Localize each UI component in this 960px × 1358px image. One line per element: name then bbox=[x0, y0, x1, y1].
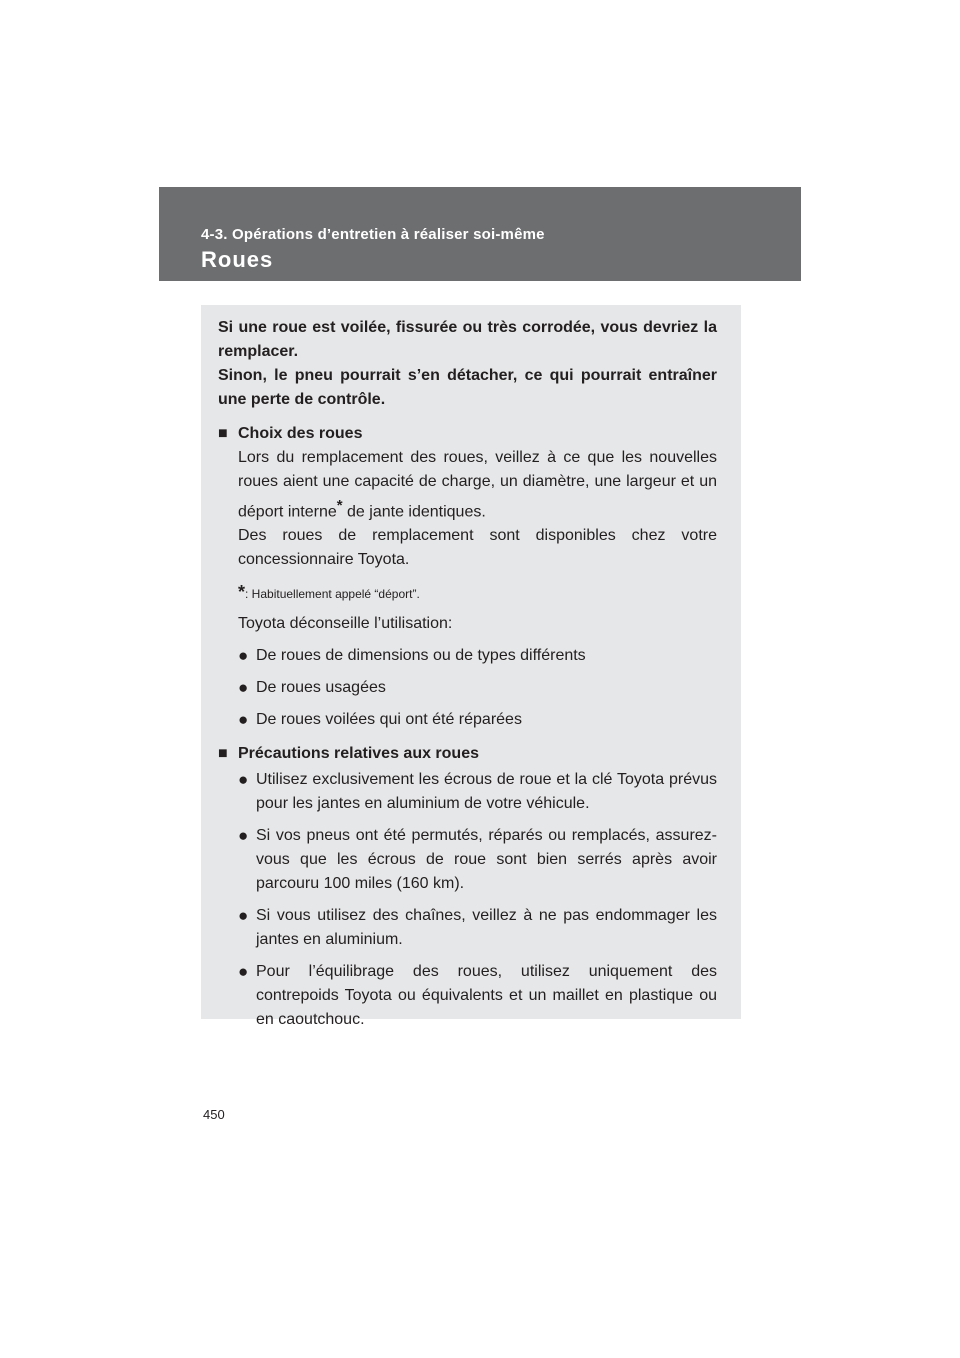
list-item: ● Si vous utilisez des chaînes, veillez à ne pas endommager les jantes en aluminium. bbox=[238, 904, 717, 952]
footnote: *: Habituellement appelé “déport”. bbox=[238, 582, 420, 603]
section-heading-label: Choix des roues bbox=[238, 425, 363, 442]
square-bullet-icon: ■ bbox=[218, 745, 228, 763]
section-heading-choix bbox=[218, 422, 717, 446]
bullet-dot-icon: ● bbox=[238, 646, 249, 666]
bullet-dot-icon: ● bbox=[238, 962, 249, 982]
list-item: ● De roues usagées bbox=[238, 676, 717, 700]
section-heading-label: Précautions relatives aux roues bbox=[238, 745, 479, 763]
bullet-dot-icon: ● bbox=[238, 906, 249, 926]
paragraph-concessionnaire: Des roues de remplacement sont disponibles chez votre concessionnaire Toyota. bbox=[238, 527, 717, 569]
paragraph-choix: Lors du remplacement des roues, veillez à ce que les nouvelles roues aient une capacité de charge, un diamètre, une largeur et un déport interne* de jante identiques. bbox=[238, 449, 717, 521]
warning-line-1: Si une roue est voilée, fissurée ou très corrodée, vous devriez la remplacer. bbox=[218, 319, 717, 360]
bullet-dot-icon: ● bbox=[238, 770, 249, 790]
list-item: ● Utilisez exclusivement les écrous de roue et la clé Toyota prévus pour les jantes en aluminium de votre véhicule. bbox=[238, 768, 717, 816]
intro-text: Toyota déconseille l’utilisation: bbox=[238, 615, 453, 633]
list-item: ● De roues de dimensions ou de types différents bbox=[238, 644, 717, 668]
bullet-dot-icon: ● bbox=[238, 710, 249, 730]
section-heading-precautions bbox=[218, 742, 717, 766]
caution-content bbox=[218, 316, 717, 1032]
bullet-dot-icon: ● bbox=[238, 826, 249, 846]
list-item: ● Si vos pneus ont été permutés, réparés ou remplacés, assurez-vous que les écrous de roue sont bien serrés après avoir parcouru 100 miles (160 km). bbox=[238, 824, 717, 896]
page-header bbox=[159, 187, 801, 281]
page-number: 450 bbox=[203, 1107, 225, 1122]
asterisk-icon: * bbox=[336, 497, 343, 514]
bullet-dot-icon: ● bbox=[238, 678, 249, 698]
section-label: 4-3. Opérations d’entretien à réaliser soi-même bbox=[201, 226, 545, 243]
asterisk-icon: * bbox=[238, 582, 246, 603]
list-item: ● Pour l’équilibrage des roues, utilisez uniquement des contrepoids Toyota ou équivalents et un maillet en plastique ou en caoutchouc. bbox=[238, 960, 717, 1032]
list-item: ● De roues voilées qui ont été réparées bbox=[238, 708, 717, 732]
warning-line-2: Sinon, le pneu pourrait s’en détacher, ce qui pourrait entraîner une perte de contrôle. bbox=[218, 367, 717, 408]
page-title: Roues bbox=[201, 247, 274, 272]
square-bullet-icon: ■ bbox=[218, 425, 228, 442]
